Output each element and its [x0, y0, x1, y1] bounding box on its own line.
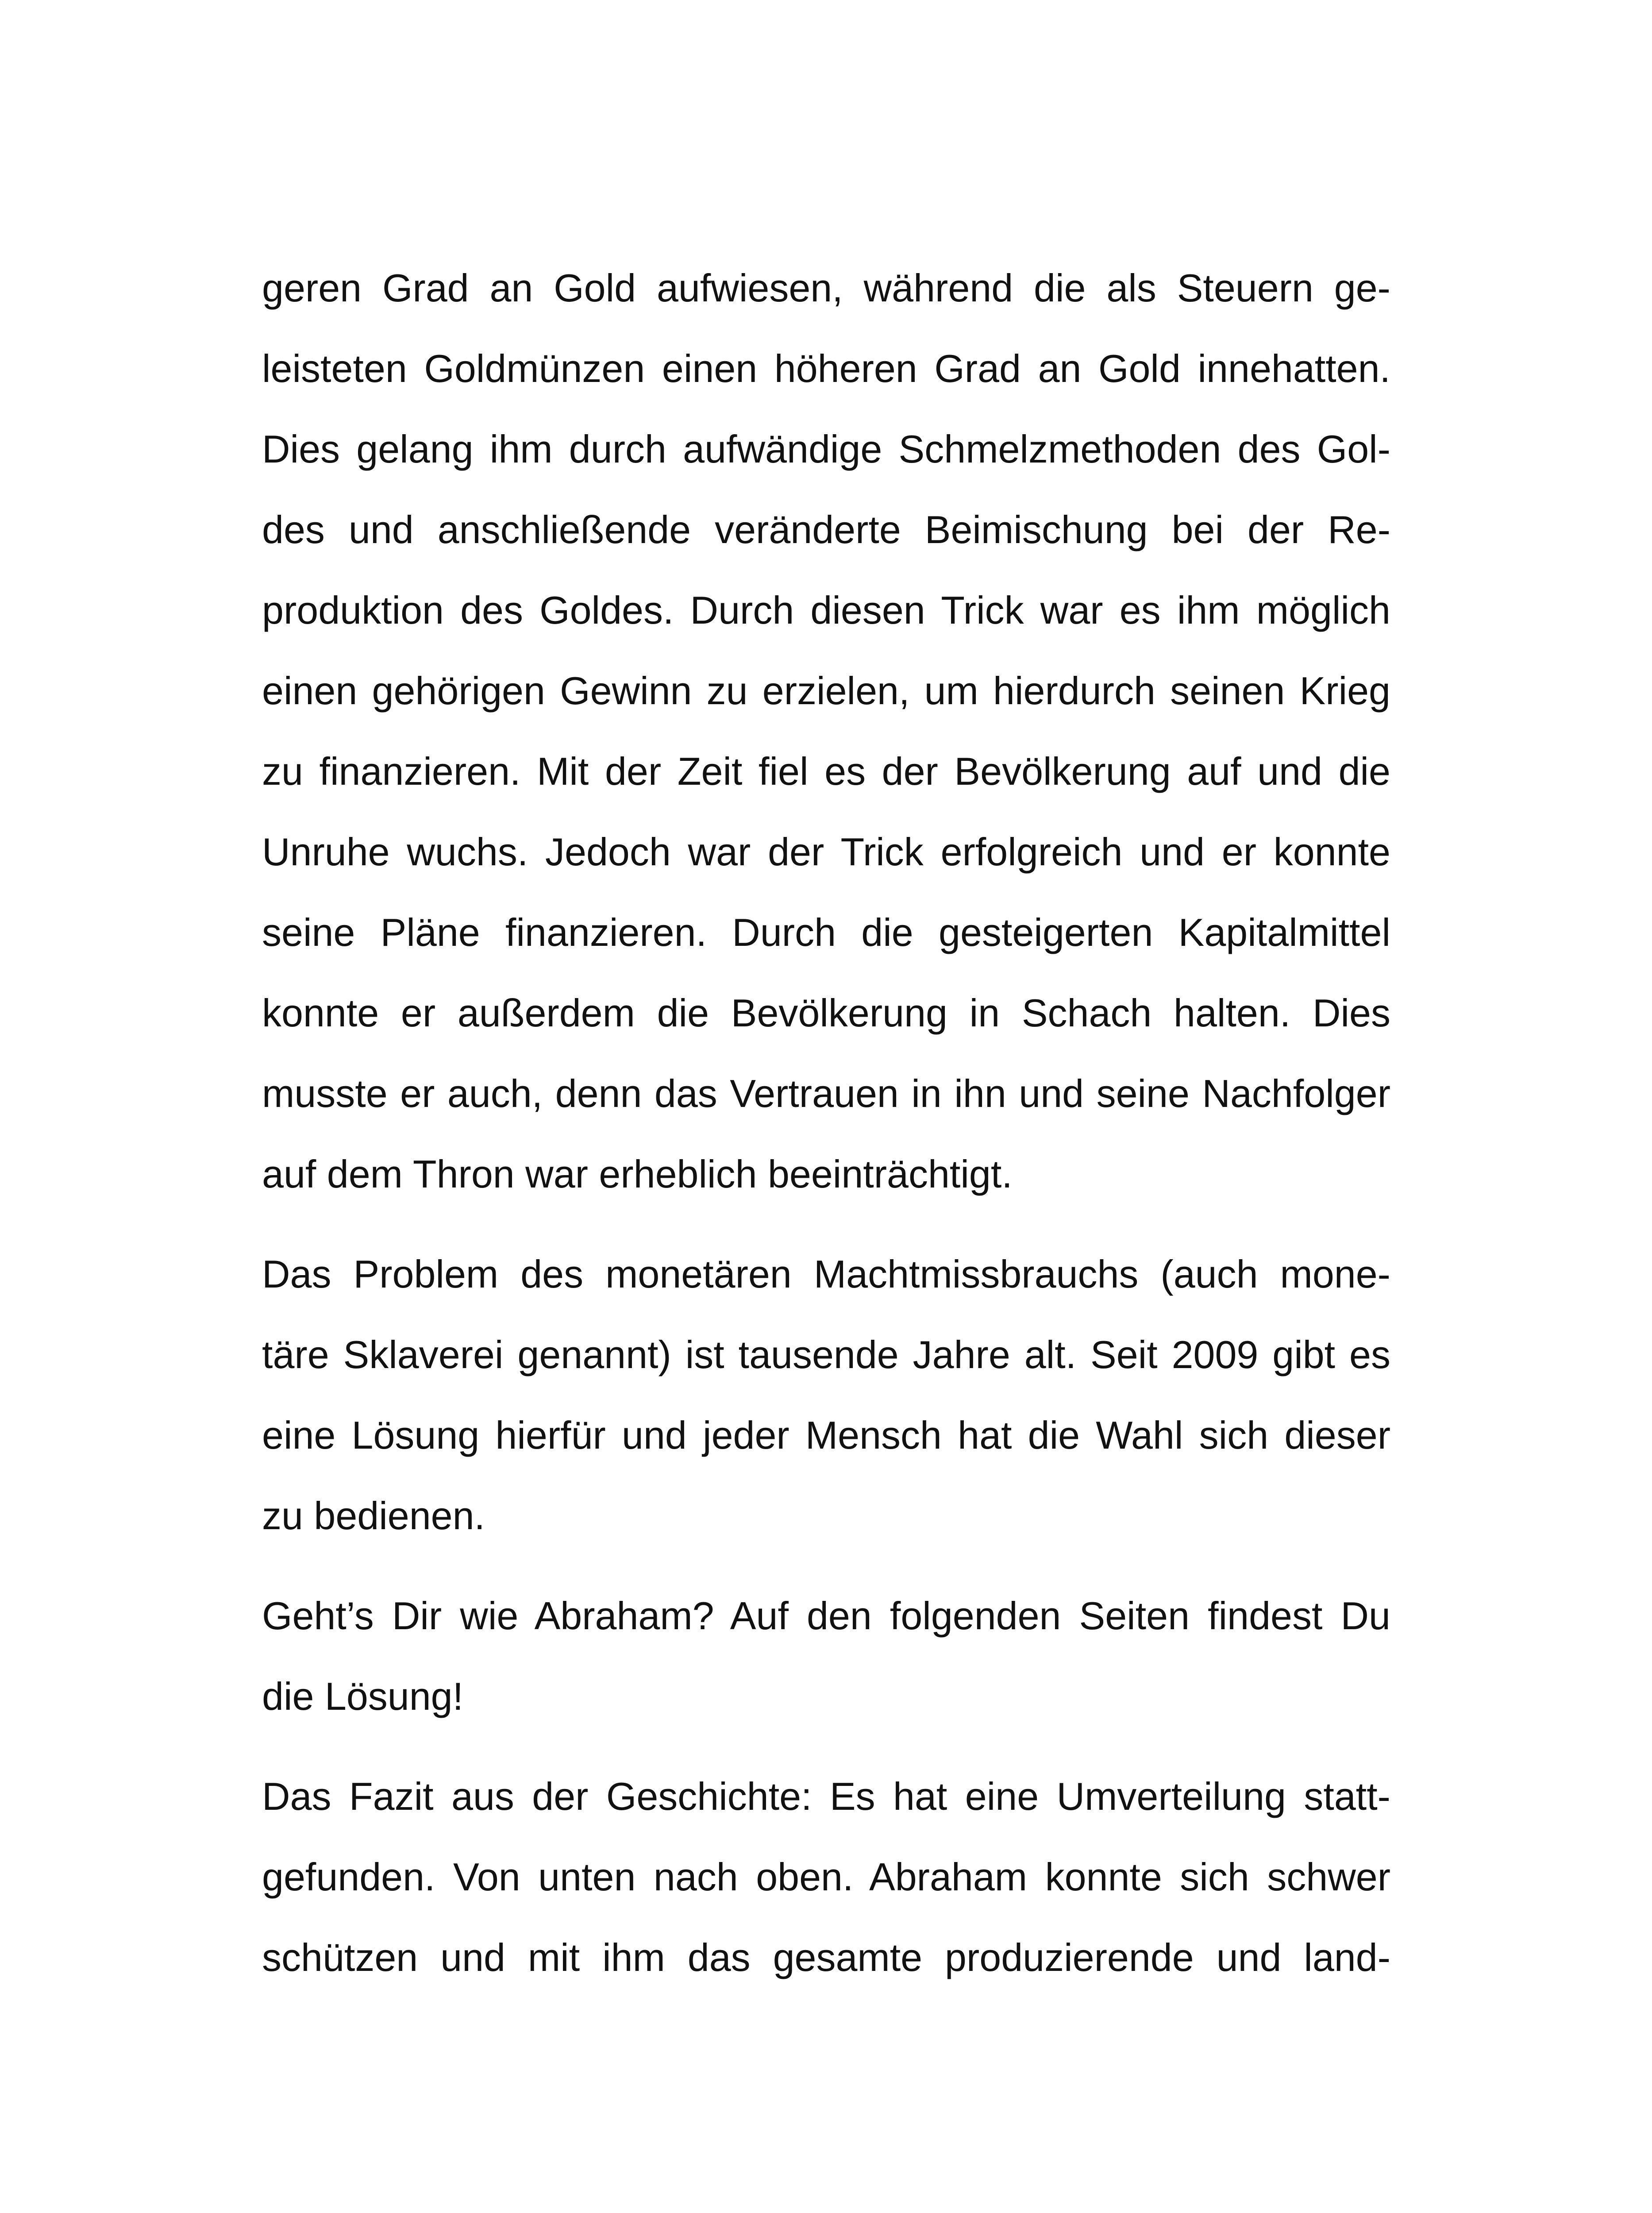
text-line: auf dem Thron war erheblich beeinträchtigt.: [262, 1152, 1013, 1196]
text-line: schützen und mit ihm das gesamte produzierende und land-: [262, 1935, 1390, 1979]
text-line: seine Pläne finanzieren. Durch die gesteigerten Kapitalmittel: [262, 910, 1390, 954]
paragraph-3: [262, 1576, 1390, 1737]
text-line: täre Sklaverei genannt) ist tausende Jahre alt. Seit 2009 gibt es: [262, 1333, 1390, 1376]
text-line: Unruhe wuchs. Jedoch war der Trick erfolgreich und er konnte: [262, 830, 1390, 874]
text-line: Geht’s Dir wie Abraham? Auf den folgenden Seiten findest Du: [262, 1594, 1390, 1638]
text-line: eine Lösung hierfür und jeder Mensch hat die Wahl sich dieser: [262, 1413, 1390, 1457]
text-line: des und anschließende veränderte Beimischung bei der Re-: [262, 508, 1390, 551]
text-line: einen gehörigen Gewinn zu erzielen, um hierdurch seinen Krieg: [262, 669, 1390, 713]
body-text: [262, 248, 1390, 1998]
text-line: Dies gelang ihm durch aufwändige Schmelzmethoden des Gol-: [262, 427, 1390, 471]
text-line: leisteten Goldmünzen einen höheren Grad an Gold innehatten.: [262, 347, 1390, 390]
paragraph-1: [262, 248, 1390, 1214]
text-line: konnte er außerdem die Bevölkerung in Schach halten. Dies: [262, 991, 1390, 1035]
text-line: musste er auch, denn das Vertrauen in ihn und seine Nachfolger: [262, 1072, 1390, 1115]
paragraph-4: [262, 1756, 1390, 1998]
paragraph-2: [262, 1234, 1390, 1556]
text-line: zu finanzieren. Mit der Zeit fiel es der Bevölkerung auf und die: [262, 749, 1390, 793]
text-line: gefunden. Von unten nach oben. Abraham konnte sich schwer: [262, 1855, 1390, 1899]
text-line: geren Grad an Gold aufwiesen, während die als Steuern ge-: [262, 266, 1390, 310]
text-line: zu bedienen.: [262, 1494, 485, 1538]
text-line: Das Problem des monetären Machtmissbrauchs (auch mone-: [262, 1252, 1390, 1296]
text-line: Das Fazit aus der Geschichte: Es hat eine Umverteilung statt-: [262, 1774, 1390, 1818]
text-line: die Lösung!: [262, 1674, 464, 1718]
text-line: produktion des Goldes. Durch diesen Trick war es ihm möglich: [262, 588, 1390, 632]
